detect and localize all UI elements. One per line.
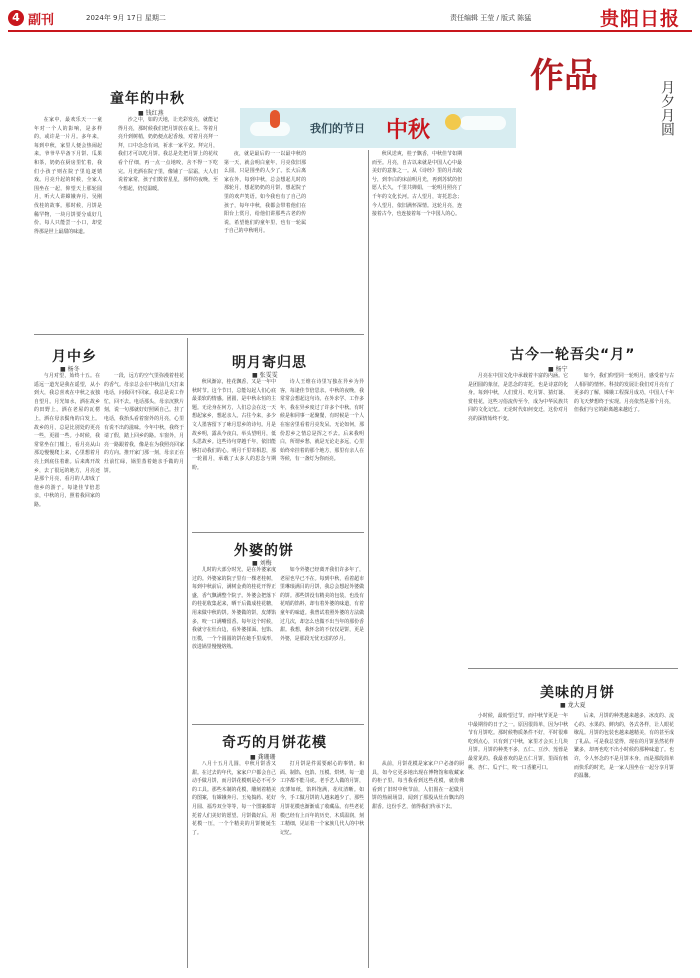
article-body: 如今，我们仰望同一轮明月，感受着与古人相同的情怀。科技的发展让我们对月亮有了更多的了解，嫦娥工程探月成功，中国人千年的飞天梦想终于实现。月亮依然是那个月亮，但我们与它的距离越来越近了。 bbox=[574, 373, 674, 414]
article-body: 后来，月饼的种类越来越多，冰皮的、流心的、水果的、鲜肉的，各式各样，让人眼花缭乱。月饼的包装也越来越精美，有的甚至成了礼品。可是我总觉得，现在的月饼虽然花样繁多，却再也吃不出小时候的那种味道了。也许，令人怀念的不是月饼本身，而是那段简单而快乐的时光，是一家人围坐在一起分享月饼的温馨。 bbox=[574, 713, 674, 780]
article-author: ■ 龙大夏 bbox=[560, 702, 586, 709]
article-title: 古今一轮吾尖“月” bbox=[510, 347, 636, 363]
cloud-icon bbox=[460, 116, 506, 130]
article-author: ■ 张雯雯 bbox=[252, 372, 278, 379]
article-body: 如今外婆已经离开我们许多年了，老屋也早已不在。每到中秋，看着超市里琳琅满目的月饼，我总会想起外婆做的饼。那些饼没有精美的包装，也没有花哨的馅料，却有着外婆的味道，有着童年的味道。我曾试着照外婆的方法做过几次，却怎么也做不出当年的那份香甜。我想，我怀念的不仅仅是饼，更是外婆，是那段无忧无虑的岁月。 bbox=[280, 567, 364, 642]
banner-festival: 中秋 bbox=[386, 117, 431, 143]
article-body: 儿时的大部分时光，是在外婆家度过的。外婆家的院子里有一棵老桂树，每到中秋前后，满树金黄的桂花开得正盛，香气飘满整个院子。外婆会把落下的桂花收集起来，晒干后做成桂花糖，用来做中秋的饼。外婆做的饼，皮薄馅多，咬一口满嘴留香。每年这个时候，我就守在灶台边，看外婆揉面、包馅、压模，一个个圆圆的饼在她手里成形，放进锅里慢慢烙熟。 bbox=[192, 567, 276, 651]
article-author: ■ 刘梅 bbox=[252, 560, 272, 567]
article-title: 月中乡 bbox=[52, 349, 97, 365]
article-author: ■ 龚珊珊 bbox=[250, 754, 276, 761]
masthead bbox=[0, 0, 700, 40]
section-name: 副刊 bbox=[28, 13, 55, 28]
article-title: 明月寄归思 bbox=[232, 355, 307, 371]
section-divider bbox=[192, 532, 364, 533]
article-title: 外婆的饼 bbox=[234, 543, 294, 559]
section-divider bbox=[34, 334, 364, 335]
works-heading: 作品 bbox=[530, 56, 598, 96]
article-body: 沙之中，如的天地，让光彩发亮，就能记得月亮，那时候我们把月饼放在桌上，等着月亮升到树梢，奶奶便点起香烛，对着月亮拜一拜，口中念念有词，祈求一家平安。拜完月，我们才可以吃月饼。我总是先把月饼上的花纹看个仔细，再一点一点地咬，舍不得一下吃完。月光洒在院子里，像铺了一层霜，大人们说着家常，孩子们数着星星，那样的夜晚，至今想起，仍觉温暖。 bbox=[118, 117, 218, 192]
article-body: 秋风送爽，桂子飘香，中秋佳节如期而至。月亮，自古以来就是中国人心中最美好的意象之一。从《诗经》里的月出皎兮，到李白的床前明月光，再到苏轼的但愿人长久，千里共婵娟，一轮明月照亮了千年的文化长河。古人望月，寄托思念；今人望月，依旧满怀深情。这轮月亮，连接着古今，也连接着每一个中国人的心。 bbox=[372, 151, 462, 218]
works-subtitle: 月夕月圆 bbox=[659, 80, 675, 136]
column-divider bbox=[368, 150, 369, 968]
article-body: 夜，就是最后的一一以最中秋的第一天，就会明白童年，月亮依旧那么圆，只是围坐的人少了。长大后离家在外，每到中秋，总会想起儿时的那轮月，想起奶奶的月饼，想起院子里的欢声笑语。如今我也有了自己的孩子，每年中秋，我都会带着他们在阳台上赏月，给他们讲那些古老的传说，希望他们的童年里，也有一轮属于自己的中秋明月。 bbox=[224, 151, 306, 235]
column-divider bbox=[187, 338, 188, 968]
page-number-badge: 4 bbox=[8, 10, 24, 26]
article-body: 诗人王维在诗里写独在异乡为异客，每逢佳节倍思亲。中秋的夜晚，我常常会想起这句诗。在外求学、工作多年，我在异乡度过了许多个中秋。有时候是和同事一起聚餐，有时候是一个人在宿舍里看着月亮发呆。无论如何，那份思乡之情总是挥之不去。后来我明白，所谓乡愁，就是无论走多远，心里始终牵挂着的那个地方，那里有亲人在等候，有一盏灯为你而亮。 bbox=[280, 379, 364, 463]
newspaper-logo: 贵阳日报 bbox=[600, 8, 681, 30]
article-title: 童年的中秋 bbox=[110, 91, 185, 107]
article-body: 在家中，最欢乐天一一童年对一个人的影响，是多样的，或许是一片月。多年来，每到中秋，家里人便会热闹起来。爷爷早早备下月饼、瓜果和茶，奶奶在厨房里忙着，我们小孩子则在院子里追逐嬉戏。月亮升起的时候，全家人围坐在一起，仰望天上那轮圆月，听大人讲嫦娥奔月、吴刚伐桂的故事。那时候，月饼是稀罕物，一块月饼要分成好几份，每人只能尝一小口，却觉得那是世上最甜的味道。 bbox=[34, 117, 102, 235]
lantern-icon bbox=[270, 110, 280, 128]
article-body: 打月饼是件需要耐心的事情。和面、制馅、包馅、压模、烘烤，每一道工序都不能马虎。老手艺人做的月饼，皮薄如纸，馅料饱满，花纹清晰。如今，手工做月饼的人越来越少了，那些月饼花模也渐渐成了收藏品。有些老花模已经有上百年的历史，木质温润，刻工精细，见证着一个家族几代人的中秋记忆。 bbox=[280, 761, 364, 836]
festival-banner bbox=[240, 108, 516, 148]
editor-credits: 责任编辑 王莹 / 版式 陈猛 bbox=[450, 14, 532, 22]
article-author: ■ 杨冬 bbox=[60, 366, 80, 373]
article-author: ■ 钱红燕 bbox=[138, 110, 164, 117]
article-author: ■ 杨宁 bbox=[548, 366, 568, 373]
article-body: 秋风渐凉，桂花飘香，又是一年中秋时节。这个节日，总能勾起人们心底最柔软的情感。团圆，是中秋永恒的主题。无论身在何方，人们总会在这一天想起家乡，想起亲人。古往今来，多少文人墨客留下了咏月思乡的诗句。月是故乡明，露从今夜白。举头望明月，低头思故乡。这些诗句穿越千年，依旧能够打动我们的心。明月千里寄相思，那一轮圆月，承载了太多人的思念与期盼。 bbox=[192, 379, 276, 471]
section-divider bbox=[468, 668, 678, 669]
article-title: 奇巧的月饼花模 bbox=[222, 735, 327, 751]
article-body: 月亮在中国文化中承载着丰富的内涵。它是团圆的象征，是思念的寄托，也是诗意的化身。每到中秋，人们赏月、吃月饼、猜灯谜、赏桂花，这些习俗流传至今，成为中华民族共同的文化记忆。无论时代如何变迁，这份对月亮的深情始终不变。 bbox=[468, 373, 568, 422]
article-body: 八月十五月儿圆，中秋月饼香又甜。在过去的年代，家家户户都会自己动手做月饼，而月饼花模则是必不可少的工具。那些木制的花模，雕刻着精美的图案，有嫦娥奔月、玉兔捣药、花好月圆、福寿双全等等，每一个图案都寄托着人们美好的愿望。月饼做好后，用花模一压，一个个精美的月饼便诞生了。 bbox=[192, 761, 276, 836]
issue-date: 2024年 9月 17日 星期二 bbox=[86, 14, 166, 22]
article-title: 美味的月饼 bbox=[540, 685, 615, 701]
article-body: 小时候，最盼望过节，而中秋节更是一年中最期待的日子之一。原因很简单，因为中秋节有月饼吃。那时候物质条件不好，平时很难吃到点心，只有到了中秋，家里才会买上几块月饼。月饼的种类不多，五仁、豆沙、莲蓉是最常见的。我最喜欢的是五仁月饼，里面有核桃、杏仁、瓜子仁，咬一口香脆可口。 bbox=[468, 713, 568, 771]
article-body: 与月对望，始终十五。在遥远一道光是我在遥望，从小到大，我总喜欢在中秋之夜独自望月。月光如水，洒在故乡的田野上，洒在老屋的瓦楞上，洒在母亲鬓角的白发上。故乡的月，总是比别处的更亮一些，更圆一些。小时候，我常常坐在门槛上，看月亮从山那边慢慢爬上来，心里想着月亮上到底住着谁。后来离开故乡，去了很远的地方，月亮还是那个月亮，看月的人却成了他乡的游子。每逢佳节倍思亲，中秋的月，照着我回家的路。 bbox=[34, 373, 100, 508]
banner-text: 我们的节日 bbox=[310, 122, 365, 135]
moon-icon bbox=[445, 114, 461, 130]
article-body: 从前，月饼花模是家家户户必备的厨具，如今它更多地出现在博物馆和收藏家的柜子里。每当我看到这些花模，就仿佛看到了旧时中秋节前，人们围在一起做月饼的热闹场景，闻到了那股从灶台飘出的甜香。这份手艺，值得我们传承下去。 bbox=[372, 761, 464, 810]
masthead-rule bbox=[8, 30, 692, 32]
article-body: 一段，远方的空气里弥漫着桂花的香气。母亲总会在中秋前几天打来电话，问我回不回家。我总是说工作忙，回不去。电话那头，母亲沉默片刻，说一句那就好好照顾自己。挂了电话，我抬头看着窗外的月亮，心里有说不出的滋味。今年中秋，我终于请了假，踏上回乡的路。车窗外，月亮一路跟着我，像是在为我照亮回家的方向。推开家门那一刻，母亲正在灶前忙碌，锅里蒸着她亲手做的月饼。 bbox=[104, 373, 184, 474]
section-divider bbox=[192, 724, 364, 725]
